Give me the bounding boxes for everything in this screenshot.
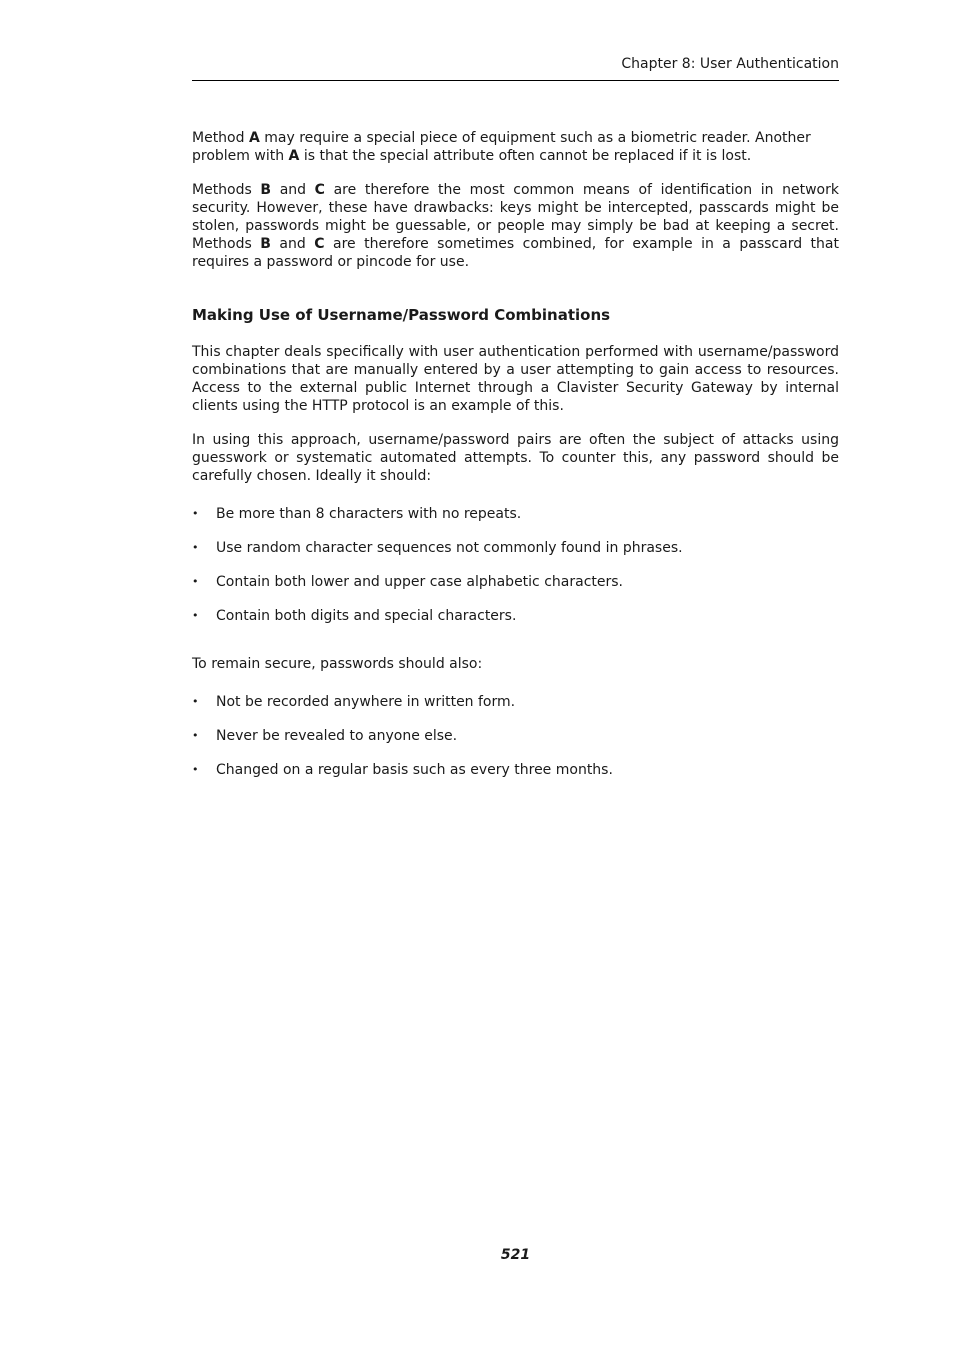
running-header-title: Chapter 8: User Authentication — [621, 56, 839, 72]
bullet-icon: • — [192, 695, 199, 708]
list-item: • Contain both digits and special characters. — [192, 608, 517, 624]
bullet-icon: • — [192, 541, 199, 554]
list-item: • Contain both lower and upper case alphabetic characters. — [192, 574, 623, 590]
section-heading: Making Use of Username/Password Combinations — [192, 306, 611, 324]
list-item: • Never be revealed to anyone else. — [192, 728, 458, 744]
paragraph-method-a: Method A may require a special piece of equipment such as a biometric reader. Another problem with A is that the special attribute often cannot be replaced if it is lost. — [192, 130, 811, 164]
list-item: • Be more than 8 characters with no repeats. — [192, 506, 522, 522]
paragraph-approach: In using this approach, username/password pairs are often the subject of attacks using guesswork or systematic automated attempts. To counter this, any password should be carefully chosen. Ideally it should: — [192, 432, 839, 484]
password-handling-list — [192, 693, 839, 779]
bullet-icon: • — [192, 763, 199, 776]
list-item: • Use random character sequences not commonly found in phrases. — [192, 540, 683, 556]
bullet-icon: • — [192, 507, 199, 520]
bullet-icon: • — [192, 575, 199, 588]
list-item: • Changed on a regular basis such as every three months. — [192, 762, 613, 778]
running-header — [192, 54, 839, 81]
list-item: • Not be recorded anywhere in written form. — [192, 694, 516, 710]
document-page — [192, 0, 839, 1351]
bullet-icon: • — [192, 609, 199, 622]
bullet-icon: • — [192, 729, 199, 742]
password-rules-list — [192, 505, 839, 625]
paragraph-methods-b-c: Methods B and C are therefore the most common means of identification in network security. However, these have drawbacks: keys might be intercepted, passcards might be stolen, passwords might be guessable, or people may simply be bad at keeping a secret. Methods B and C are therefore sometimes combined, for example in a passcard that requires a password or pincode for use. — [192, 182, 839, 270]
page-number: 521 — [500, 1247, 531, 1263]
paragraph-chapter-intro: This chapter deals specifically with user authentication performed with username/password combinations that are manually entered by a user attempting to gain access to resources. Access to the external public Internet through a Clavister Security Gateway by internal clients using the HTTP protocol is an example of this. — [192, 344, 839, 414]
page-content — [192, 129, 839, 795]
paragraph-remain-secure: To remain secure, passwords should also: — [192, 656, 483, 672]
